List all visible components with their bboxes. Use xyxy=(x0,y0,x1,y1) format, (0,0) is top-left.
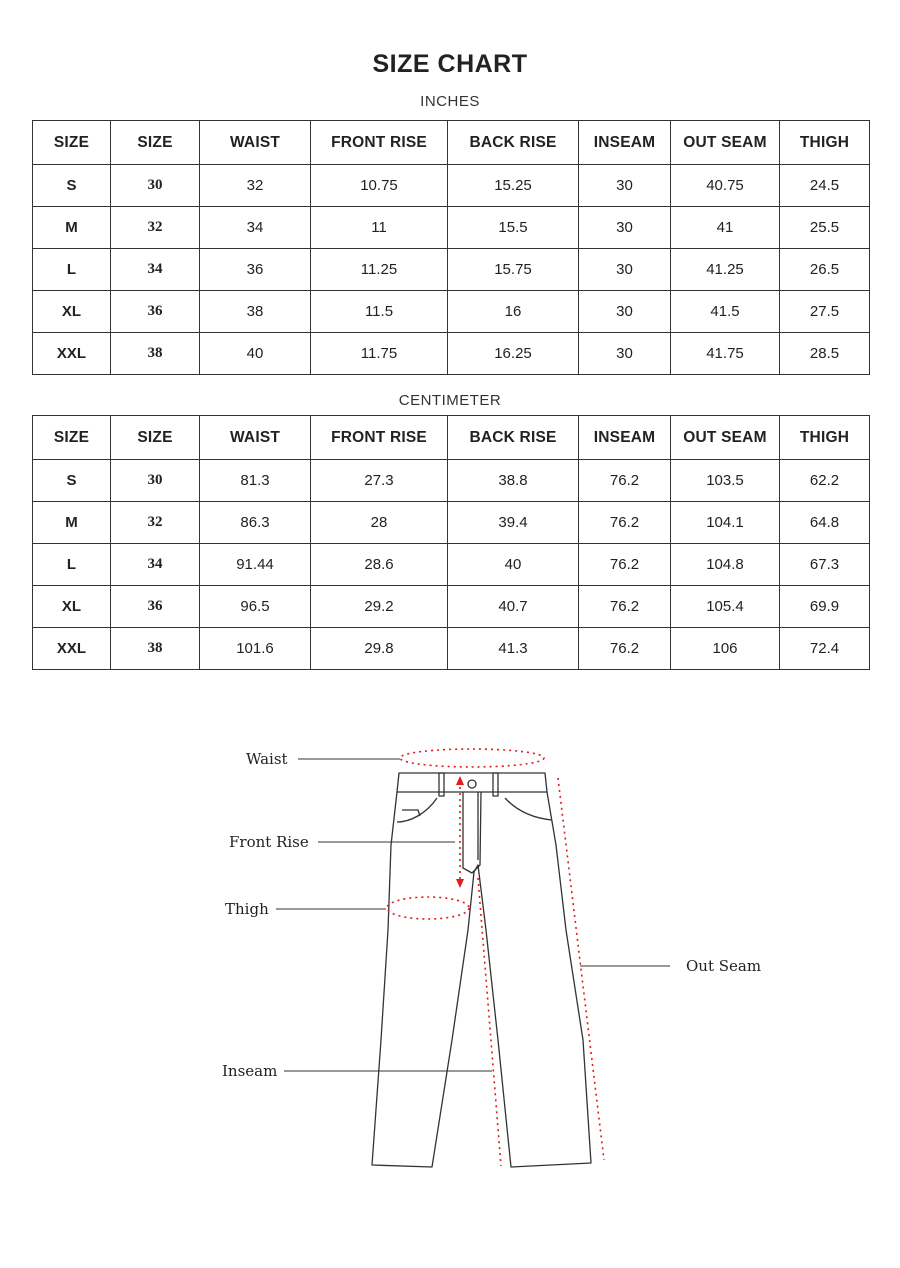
inches-section-label: INCHES xyxy=(420,93,480,110)
arrow-up-icon xyxy=(456,776,464,785)
table-cell: 26.5 xyxy=(780,249,870,291)
table-cell: 41.3 xyxy=(448,628,579,670)
table-cell: S xyxy=(33,460,111,502)
table-cell: 41 xyxy=(671,207,780,249)
table-cell: 76.2 xyxy=(579,502,671,544)
table-cell: 104.1 xyxy=(671,502,780,544)
table-cell: 11.25 xyxy=(311,249,448,291)
table-cell: 67.3 xyxy=(780,544,870,586)
table-cell: XL xyxy=(33,291,111,333)
table-cell: M xyxy=(33,207,111,249)
measurement-guides xyxy=(387,749,604,1166)
inseam-label: Inseam xyxy=(222,1062,278,1080)
table-cell: 30 xyxy=(579,333,671,375)
table-cell: 72.4 xyxy=(780,628,870,670)
table-cell: 28.6 xyxy=(311,544,448,586)
leader-lines xyxy=(276,759,670,1071)
table-cell: 40 xyxy=(448,544,579,586)
column-header: FRONT RISE xyxy=(311,416,448,460)
table-cell: 30 xyxy=(579,291,671,333)
thigh-measure-ellipse xyxy=(387,897,469,919)
table-cell: 27.3 xyxy=(311,460,448,502)
table-cell: 76.2 xyxy=(579,460,671,502)
table-cell: 36 xyxy=(111,586,200,628)
table-cell: 40.7 xyxy=(448,586,579,628)
table-cell: 29.2 xyxy=(311,586,448,628)
table-cell: 64.8 xyxy=(780,502,870,544)
table-cell: 86.3 xyxy=(200,502,311,544)
table-cell: 11 xyxy=(311,207,448,249)
table-cell: 36 xyxy=(111,291,200,333)
column-header: FRONT RISE xyxy=(311,121,448,165)
table-cell: 40 xyxy=(200,333,311,375)
column-header: SIZE xyxy=(111,121,200,165)
jeans-icon xyxy=(372,773,591,1167)
table-cell: 34 xyxy=(111,544,200,586)
thigh-label: Thigh xyxy=(225,900,269,918)
arrow-down-icon xyxy=(456,879,464,888)
table-cell: 16.25 xyxy=(448,333,579,375)
table-cell: 40.75 xyxy=(671,165,780,207)
table-cell: 41.75 xyxy=(671,333,780,375)
table-cell: 76.2 xyxy=(579,544,671,586)
table-cell: 16 xyxy=(448,291,579,333)
table-cell: XXL xyxy=(33,628,111,670)
column-header: BACK RISE xyxy=(448,121,579,165)
front-rise-label: Front Rise xyxy=(229,833,309,851)
column-header: OUT SEAM xyxy=(671,416,780,460)
table-cell: 11.75 xyxy=(311,333,448,375)
column-header: INSEAM xyxy=(579,416,671,460)
table-cell: 28 xyxy=(311,502,448,544)
out-seam-measure-line xyxy=(558,778,604,1160)
column-header: WAIST xyxy=(200,416,311,460)
table-cell: 15.75 xyxy=(448,249,579,291)
column-header: INSEAM xyxy=(579,121,671,165)
table-cell: 105.4 xyxy=(671,586,780,628)
table-cell: 81.3 xyxy=(200,460,311,502)
table-cell: L xyxy=(33,544,111,586)
table-cell: 11.5 xyxy=(311,291,448,333)
table-cell: 101.6 xyxy=(200,628,311,670)
table-cell: 30 xyxy=(579,165,671,207)
table-cell: 28.5 xyxy=(780,333,870,375)
page-title: SIZE CHART xyxy=(372,50,528,78)
table-cell: 15.5 xyxy=(448,207,579,249)
table-cell: 25.5 xyxy=(780,207,870,249)
table-cell: 76.2 xyxy=(579,586,671,628)
column-header: BACK RISE xyxy=(448,416,579,460)
table-cell: 38 xyxy=(111,628,200,670)
table-cell: 91.44 xyxy=(200,544,311,586)
table-cell: 30 xyxy=(579,207,671,249)
table-cell: 34 xyxy=(111,249,200,291)
table-cell: 41.25 xyxy=(671,249,780,291)
column-header: THIGH xyxy=(780,121,870,165)
waist-measure-ellipse xyxy=(400,749,544,767)
column-header: THIGH xyxy=(780,416,870,460)
table-cell: 34 xyxy=(200,207,311,249)
table-cell: 76.2 xyxy=(579,628,671,670)
table-cell: 104.8 xyxy=(671,544,780,586)
table-cell: 30 xyxy=(111,460,200,502)
table-cell: 36 xyxy=(200,249,311,291)
table-cell: 32 xyxy=(200,165,311,207)
waist-label: Waist xyxy=(246,750,288,768)
table-cell: XXL xyxy=(33,333,111,375)
table-cell: 29.8 xyxy=(311,628,448,670)
table-cell: 30 xyxy=(579,249,671,291)
table-cell: 69.9 xyxy=(780,586,870,628)
table-cell: 38 xyxy=(111,333,200,375)
table-cell: XL xyxy=(33,586,111,628)
table-cell: 30 xyxy=(111,165,200,207)
column-header: SIZE xyxy=(33,416,111,460)
centimeter-section-label: CENTIMETER xyxy=(398,392,502,409)
table-cell: 15.25 xyxy=(448,165,579,207)
inseam-measure-line xyxy=(478,878,501,1166)
table-cell: 106 xyxy=(671,628,780,670)
table-cell: 62.2 xyxy=(780,460,870,502)
table-cell: 103.5 xyxy=(671,460,780,502)
table-cell: 10.75 xyxy=(311,165,448,207)
table-cell: M xyxy=(33,502,111,544)
table-cell: 38.8 xyxy=(448,460,579,502)
table-cell: 96.5 xyxy=(200,586,311,628)
table-cell: 32 xyxy=(111,207,200,249)
column-header: WAIST xyxy=(200,121,311,165)
table-cell: L xyxy=(33,249,111,291)
table-cell: 24.5 xyxy=(780,165,870,207)
column-header: OUT SEAM xyxy=(671,121,780,165)
column-header: SIZE xyxy=(33,121,111,165)
out-seam-label: Out Seam xyxy=(686,957,762,975)
table-cell: 32 xyxy=(111,502,200,544)
table-cell: 38 xyxy=(200,291,311,333)
table-cell: 41.5 xyxy=(671,291,780,333)
table-cell: S xyxy=(33,165,111,207)
column-header: SIZE xyxy=(111,416,200,460)
table-cell: 39.4 xyxy=(448,502,579,544)
table-cell: 27.5 xyxy=(780,291,870,333)
